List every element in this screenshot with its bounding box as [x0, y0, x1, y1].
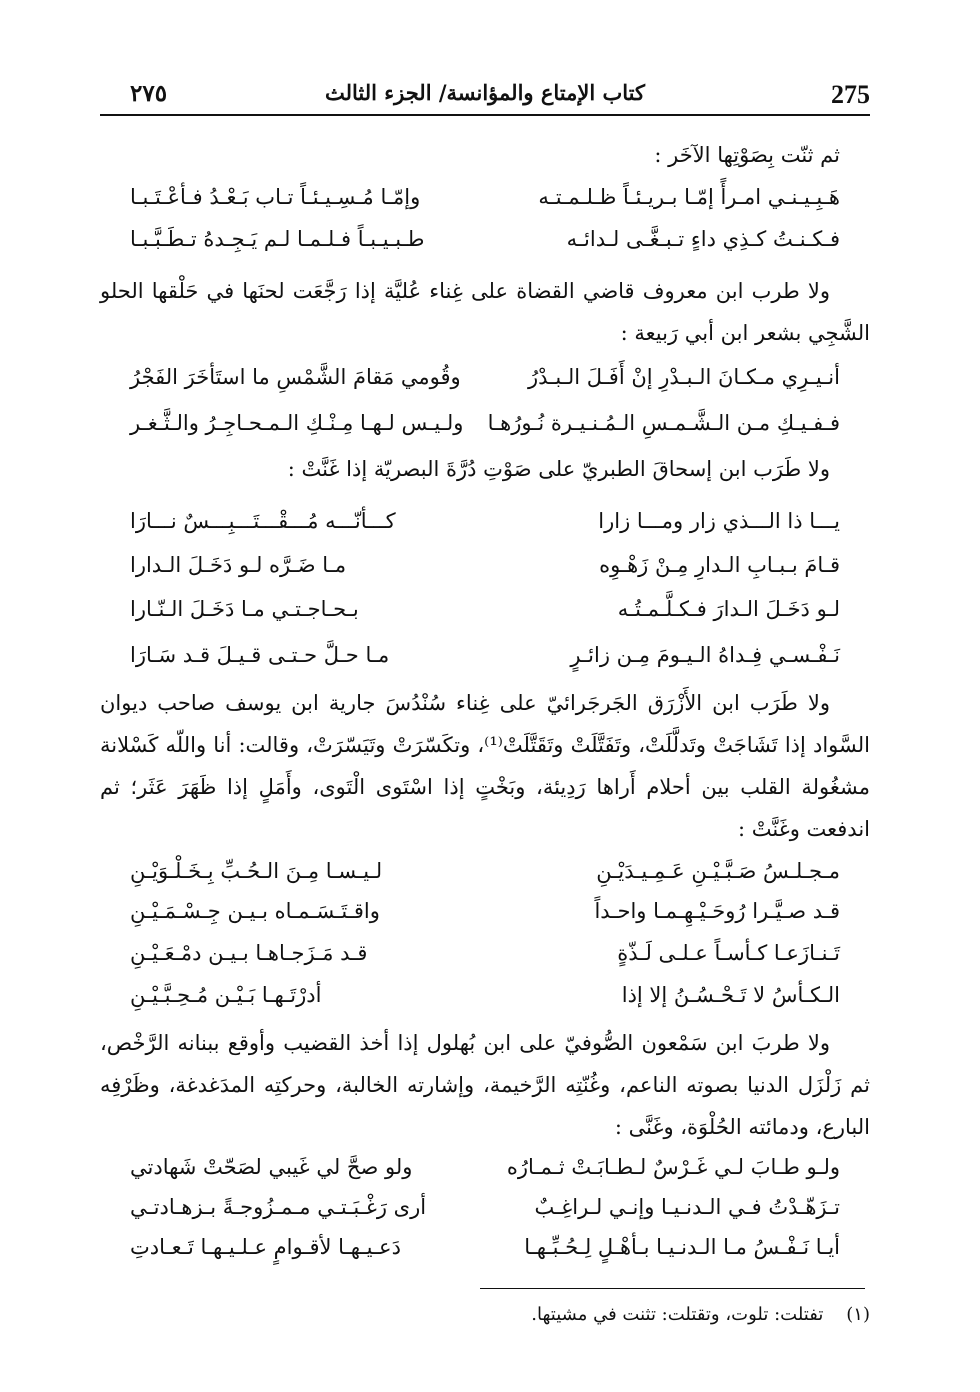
verse-second-hemistich: مـا حـلَّ حـتـى قـيـلَ قـد سَـارَا	[130, 643, 390, 667]
verse-line	[100, 1146, 870, 1188]
verse-second-hemistich: ولـيـس لـهـا مِـنْـكِ الـمـحـاجِـرُ والـثَّـغـر	[130, 411, 464, 435]
verse-line	[100, 1186, 870, 1228]
verse-first-hemistich: تـزَهّـدْتُ فـي الـدنـيـا وإنـي لـراغِـبٌ	[534, 1195, 840, 1219]
verse-first-hemistich: أنـيـرِي مـكـانَ الـبـدْرِ إنْ أَفَـلَ الـبـدْرُ	[528, 365, 840, 389]
verse-line	[100, 974, 870, 1016]
verse-first-hemistich: أيـا نَـفْـسُ مـا الـدنـيـا بـأهْـلٍ لِـحُـبِّـهـا	[524, 1235, 840, 1259]
book-title: كتاب الإمتاع والمؤانسة/ الجزء الثالث	[324, 80, 645, 105]
verse-line	[100, 634, 870, 676]
verse-second-hemistich: دَعـيـهـا لأقـوامٍ عـلـيـهـا تَـعـادتِ	[130, 1235, 401, 1259]
verse-first-hemistich: قـامَ بـبـابِ الـدارِ مِـنْ زَهْـوِه	[599, 553, 840, 577]
verse-second-hemistich: قـد مَـزَجـاهـا بـيـن دمْـعَـيْـنِ	[130, 941, 368, 965]
verse-line	[100, 890, 870, 932]
verse-second-hemistich: بـحـاجـتـي مـا دَخَـلَ الـنّـارا	[130, 597, 359, 621]
verse-first-hemistich: تَـنـازَعـا كـأسـاً عـلـى لَـذّةٍ	[617, 941, 840, 965]
page-number-arabic: ٢٧٥	[130, 80, 168, 107]
prose-paragraph: ولا طرب ابن معروف قاضي القضاة على غِناء عُليَّة إذا رَجَّعَت لحنَها في حَلْقها الحلو الشَّجِي بشعر ابن أبي رَبيعة :	[100, 279, 870, 345]
verse-line	[100, 500, 870, 542]
verse-line	[100, 1226, 870, 1268]
verse-line	[100, 402, 870, 444]
verse-first-hemistich: ولـو طـابَ لـي غَـرْسٌ لـطـابَـتْ ثـمـارُه	[506, 1155, 840, 1179]
page-number-latin: 275	[831, 80, 870, 109]
verse-line	[100, 932, 870, 974]
prose-paragraph: ولا طربَ ابن سَمْعون الصُّوفيّ على ابن بُهلول إذا أخذ القضيب وأوقع ببنانه الرَّخْص، ثم زَلْزَل الدنيا بصوته الناعم، وغُنّتِه الرَّخيمة، وإشارته الخالبة، وحركتِه المدَغدغة، وظَرْفِه البارع، ودمائته الحُلْوَة، وغَنَّى :	[100, 1031, 870, 1139]
verse-second-hemistich: طـبـيـبـاً فـلـمـا لـم يَـجِـدهُ تـطَـبَّـبـا	[130, 227, 425, 251]
verse-second-hemistich: أدرْتَـهـا بَـيْـن مُـحِـبَّـيْـنِ	[130, 983, 322, 1007]
verse-first-hemistich: الـكـأسُ لا تَـحْـسُـنُ إلا إذا	[621, 983, 840, 1007]
verse-second-hemistich: وقُومي مَقامَ الشَّمْسِ ما استَأخَرَ الفَجْرُ	[130, 365, 461, 389]
verse-first-hemistich: نَـفْـسـي فِـداهُ الـيـومَ مِـن زائـرٍ	[570, 643, 840, 667]
verse-second-hemistich: كـــأنّـــه مُـــقْـــتَـــبِـــسٌ نـــارَا	[130, 509, 396, 533]
footnote-text: تفتلت: تلوت، وتقتلت: تثنت في مشيتها.	[531, 1304, 824, 1325]
running-header	[100, 76, 870, 116]
prose-paragraph: ولا طَرَب ابن الأَزْرَق الجَرجَرائيّ على غِناء سُنْدُسَ جارية ابن يوسف صاحب ديوان السَّواد إذا تَشَاجَتْ وتَدلَّلَتْ، وتَفَتَّلَتْ وتَقَتَّلَتْ⁽¹⁾، وتكَسّرَتْ وتَيَسّرَتْ، وقالت: أنا واللّه كَسْلانة مشغُولة القلب بين أحلام أَراها رَدِيئة، وبَخْتٍ إذا اسْتَوى الْتَوى، وأَمَلٍ إذا ظَهَرَ عَثَر؛ ثم اندفعت وغَنَّتْ :	[100, 691, 870, 841]
verse-second-hemistich: أرى رَغْـبَـتـي مـمـزُوجـةً بـزهـادتـي	[130, 1195, 427, 1219]
footnote-separator	[480, 1288, 865, 1289]
footnote-number: (١)	[846, 1304, 870, 1325]
verse-line	[100, 356, 870, 398]
verse-first-hemistich: يـــا ذا الـــذي زار ومـــا زارا	[598, 509, 840, 533]
verse-second-hemistich: وإمّـا مُـسِـيـئـاً تـاب بَـعْـدُ فـأعْـتَـبـا	[130, 185, 421, 209]
verse-first-hemistich: مـجـلـسُ صَـبَّـيْـنِ عَـمِـيـدَيْـنِ	[596, 859, 840, 883]
verse-line	[100, 850, 870, 892]
verse-line	[100, 176, 870, 218]
verse-second-hemistich: واقـتَـسَـمـاه بـيـن جِـسْـمَـيْـنِ	[130, 899, 380, 923]
footnote	[531, 1298, 870, 1332]
prose-paragraph: ولا طَرَب ابن إسحاقَ الطبريّ على صَوْتِ دُرَّةَ البصريّة إذا غَنَّتْ :	[287, 457, 830, 481]
verse-second-hemistich: مـا ضَـرَّه لـو دَخَـلَ الـدارا	[130, 553, 347, 577]
verse-second-hemistich: ولو صحَّ لي غَيبي لصَحّتْ شَهادتي	[130, 1155, 413, 1179]
verse-line	[100, 218, 870, 260]
verse-line	[100, 544, 870, 586]
verse-line	[100, 588, 870, 630]
verse-second-hemistich: لـيـسـا مِـنَ الـحُـبِّ بِـخَـلْـوَيْـنِ	[130, 859, 383, 883]
verse-first-hemistich: فـكـنـتُ كـذِي داءٍ تـبـغَّـى لـدائـه	[566, 227, 840, 251]
verse-first-hemistich: قـد صـيَّـرا رُوحَـيْـهِـمـا واحـداً	[594, 899, 840, 923]
verse-first-hemistich: هَـبِـيـنـي امـرأً إمّـا بـريـئـاً ظـلـمـتـه	[538, 185, 840, 209]
intro-line: ثم ثنّت بِصَوْتِها الآخَر :	[654, 143, 840, 167]
verse-first-hemistich: لـو دَخَـلَ الـدارَ فـكـلَّـمـتُـه	[617, 597, 840, 621]
verse-first-hemistich: فـفـيـكِ مـن الـشَّـمـسِ الـمُـنـيـرة نُـورُهـا	[487, 411, 840, 435]
